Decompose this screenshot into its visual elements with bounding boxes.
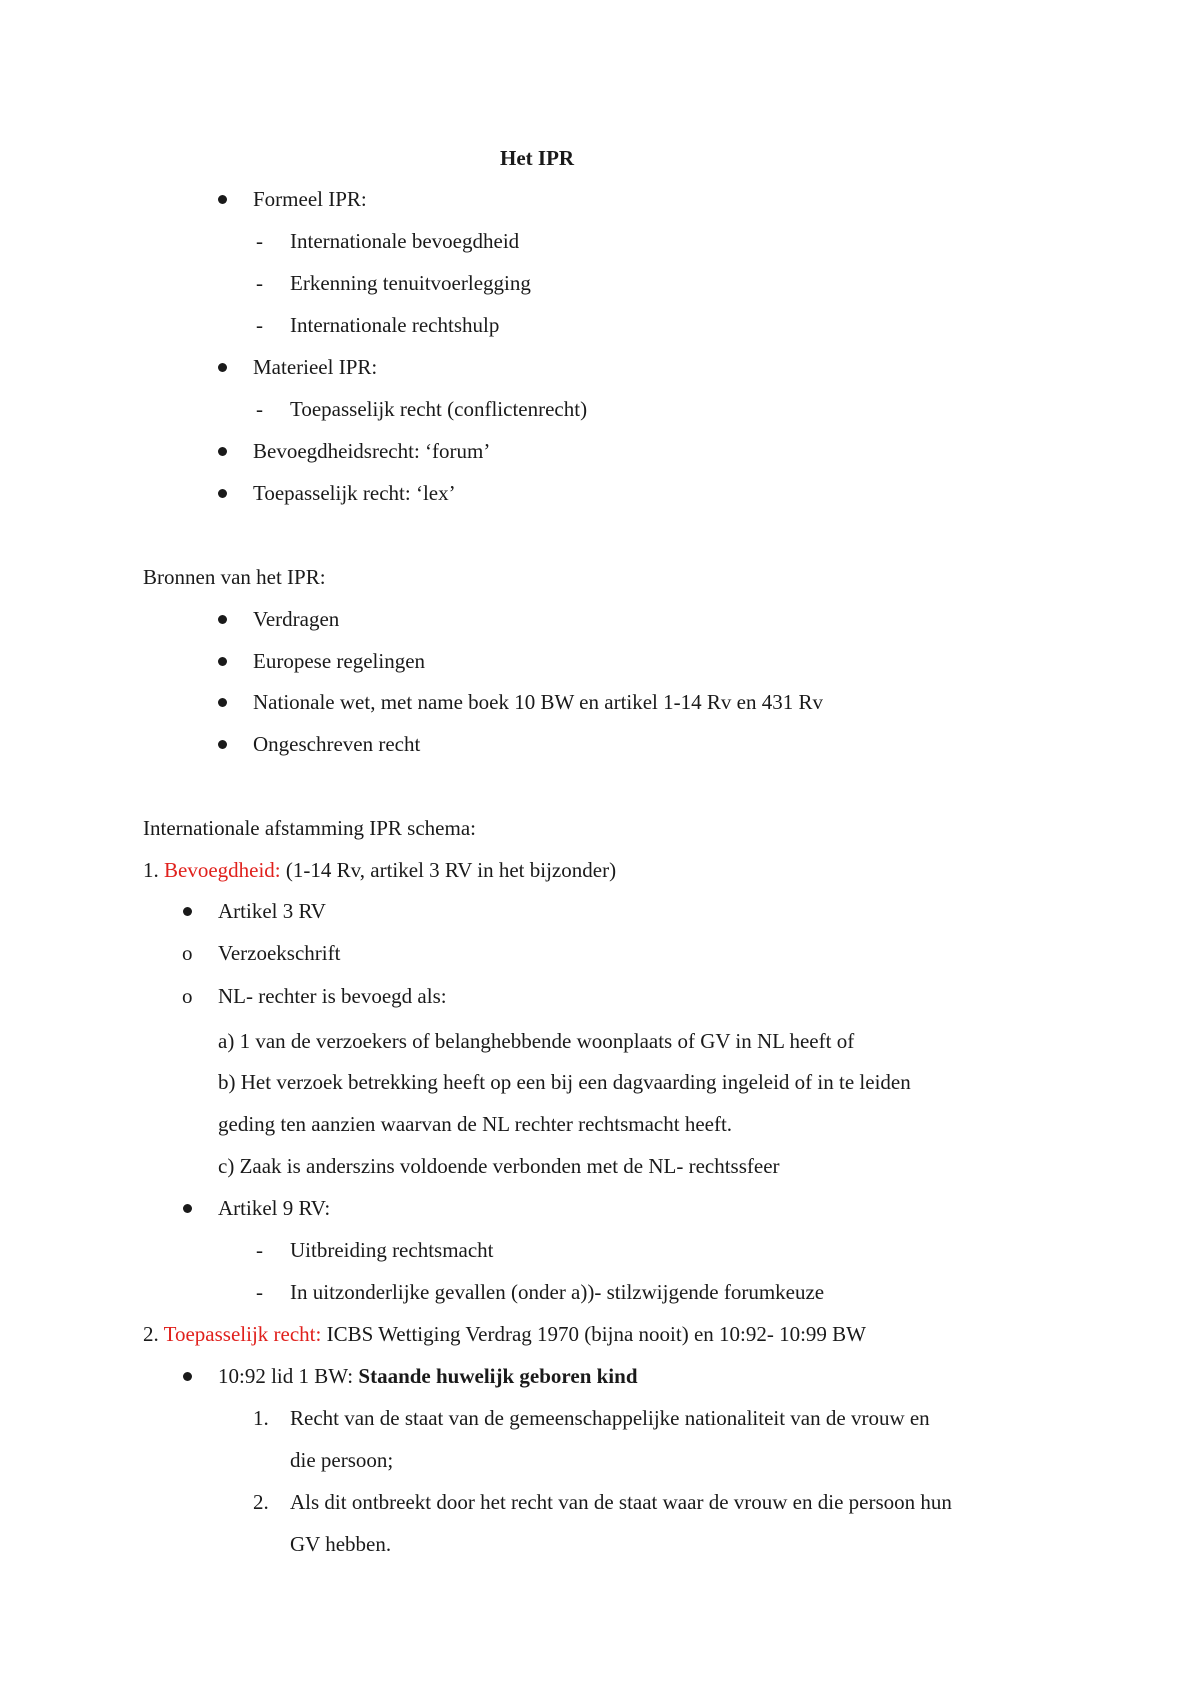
numbered-item-1-cont: die persoon; <box>290 1448 394 1472</box>
bronnen-item: Verdragen <box>253 607 340 631</box>
dash-marker: - <box>256 397 263 421</box>
num-marker: 1. <box>253 1406 269 1430</box>
bullet-icon <box>183 907 192 916</box>
art3-item: Artikel 3 RV <box>218 899 326 923</box>
condition-b-cont: geding ten aanzien waarvan de NL rechter rechtsmacht heeft. <box>218 1112 733 1136</box>
step2-label: Toepasselijk recht: <box>163 1322 322 1346</box>
condition-c: c) Zaak is anderszins voldoende verbonden met de NL- rechtssfeer <box>218 1154 780 1178</box>
dash-marker: - <box>256 271 263 295</box>
circle-marker: o <box>182 984 193 1008</box>
numbered-item-2-cont: GV hebben. <box>290 1532 392 1556</box>
bronnen-item: Ongeschreven recht <box>253 732 421 756</box>
materieel-item: Toepasselijk recht (conflictenrecht) <box>290 397 588 421</box>
numbered-item-1: Recht van de staat van de gemeenschappelijke nationaliteit van de vrouw en <box>290 1406 930 1430</box>
sub-item: NL- rechter is bevoegd als: <box>218 984 447 1008</box>
bullet-icon <box>218 698 227 707</box>
sub-item: Verzoekschrift <box>218 941 341 965</box>
dash-marker: - <box>256 313 263 337</box>
bullet-icon <box>218 363 227 372</box>
toepasselijk-item: Toepasselijk recht: ‘lex’ <box>253 481 456 505</box>
num-marker: 2. <box>253 1490 269 1514</box>
schema-heading: Internationale afstamming IPR schema: <box>143 816 476 840</box>
art9-subitem: Uitbreiding rechtsmacht <box>290 1238 494 1262</box>
condition-b: b) Het verzoek betrekking heeft op een bij een dagvaarding ingeleid of in te leiden <box>218 1070 911 1094</box>
step2-line <box>143 1324 866 1345</box>
formeel-item: Internationale rechtshulp <box>290 313 500 337</box>
step1-label: Bevoegdheid: <box>164 858 281 882</box>
dash-marker: - <box>256 1280 263 1304</box>
bullet-icon <box>218 740 227 749</box>
circle-marker: o <box>182 941 193 965</box>
formeel-label: Formeel IPR: <box>253 187 367 211</box>
bevoegdheidsrecht-item: Bevoegdheidsrecht: ‘forum’ <box>253 439 491 463</box>
bullet-icon <box>218 615 227 624</box>
step2-rest: ICBS Wettiging Verdrag 1970 (bijna nooit) en 10:92- 10:99 BW <box>321 1322 867 1346</box>
step1-number: 1. <box>143 858 159 882</box>
step1-line <box>143 860 616 881</box>
formeel-item: Internationale bevoegdheid <box>290 229 520 253</box>
page-title: Het IPR <box>500 146 575 170</box>
condition-a: a) 1 van de verzoekers of belanghebbende woonplaats of GV in NL heeft of <box>218 1029 855 1053</box>
step2-number: 2. <box>143 1322 159 1346</box>
bronnen-item: Nationale wet, met name boek 10 BW en artikel 1-14 Rv en 431 Rv <box>253 690 823 714</box>
art1092-bold: Staande huwelijk geboren kind <box>358 1364 638 1388</box>
art1092-item <box>218 1366 638 1387</box>
dash-marker: - <box>256 229 263 253</box>
bullet-icon <box>183 1372 192 1381</box>
materieel-label: Materieel IPR: <box>253 355 378 379</box>
bullet-icon <box>183 1204 192 1213</box>
formeel-item: Erkenning tenuitvoerlegging <box>290 271 531 295</box>
bullet-icon <box>218 447 227 456</box>
art9-item: Artikel 9 RV: <box>218 1196 331 1220</box>
art1092-prefix: 10:92 lid 1 BW: <box>218 1364 359 1388</box>
dash-marker: - <box>256 1238 263 1262</box>
bullet-icon <box>218 489 227 498</box>
step1-rest: (1-14 Rv, artikel 3 RV in het bijzonder) <box>280 858 617 882</box>
bronnen-item: Europese regelingen <box>253 649 426 673</box>
art9-subitem: In uitzonderlijke gevallen (onder a))- stilzwijgende forumkeuze <box>290 1280 825 1304</box>
bullet-icon <box>218 657 227 666</box>
bullet-icon <box>218 195 227 204</box>
numbered-item-2: Als dit ontbreekt door het recht van de staat waar de vrouw en die persoon hun <box>290 1490 952 1514</box>
bronnen-heading: Bronnen van het IPR: <box>143 565 326 589</box>
